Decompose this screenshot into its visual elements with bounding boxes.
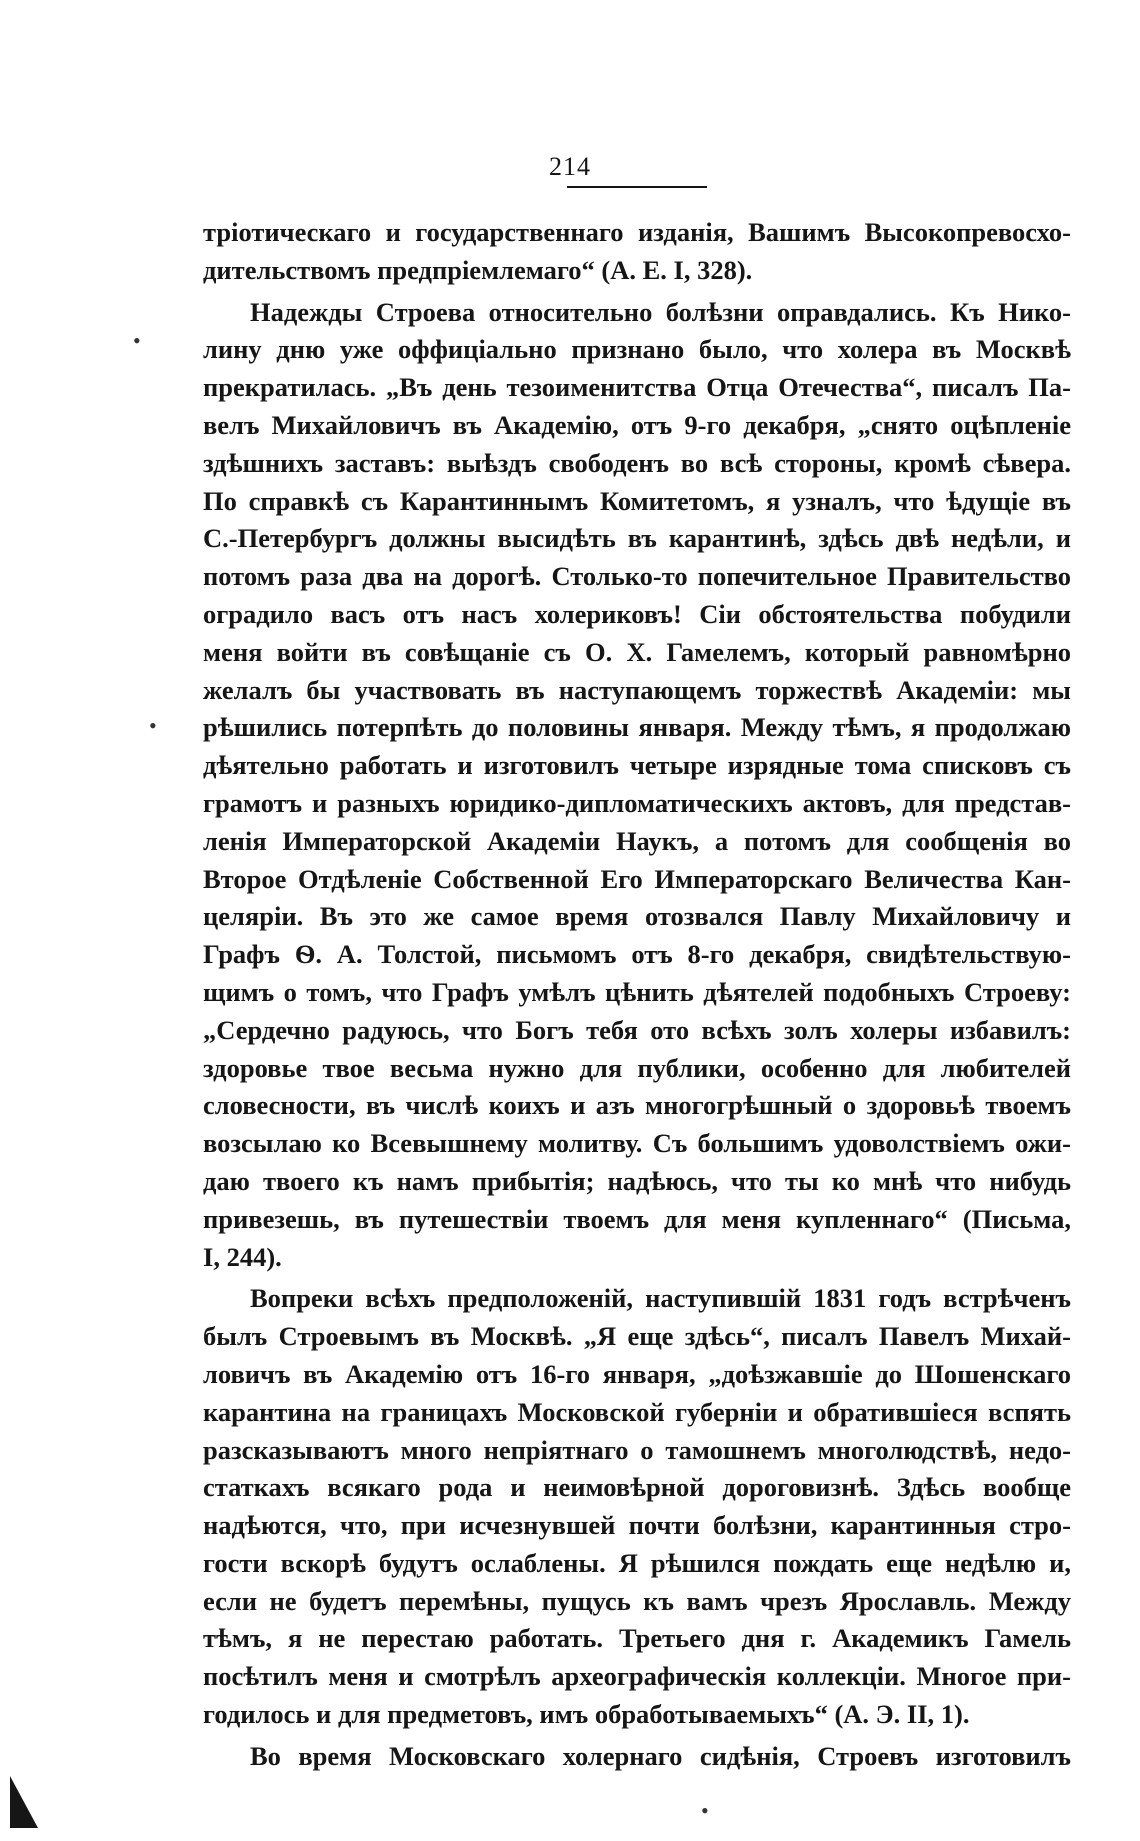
text-line: былъ Строевымъ въ Москвѣ. „Я еще здѣсь“, писалъ Павелъ Михай- <box>203 1321 1071 1352</box>
text-line: грамотъ и разныхъ юридико-дипломатическихъ актовъ, для представ- <box>203 787 1071 818</box>
text-line: тріотическаго и государственнаго изданія, Вашимъ Высокопревосхо- <box>203 217 1071 247</box>
text-line: По справкѣ съ Карантиннымъ Комитетомъ, я узналъ, что ѣдущіе въ <box>203 485 1071 516</box>
text-line: дѣятельно работать и изготовилъ четыре изрядные тома списковъ съ <box>203 750 1071 781</box>
text-line: ловичъ въ Академію отъ 16-го января, „доѣзжавшіе до Шошенскаго <box>203 1358 1071 1389</box>
text-line: ленія Императорской Академіи Наукъ, а потомъ для сообщенія во <box>203 825 1071 856</box>
text-line: лину дню уже оффиціально признано было, что холера въ Москвѣ <box>203 334 1071 365</box>
margin-dot-mark: • <box>701 1798 709 1823</box>
text-line: С.-Петербургъ должны высидѣть въ карантинѣ, здѣсь двѣ недѣли, и <box>203 523 1071 554</box>
text-line: Графъ Ѳ. А. Толстой, письмомъ отъ 8-го декабря, свидѣтельствую- <box>203 939 1071 970</box>
text-line: статкахъ всякаго рода и неимовѣрной дороговизнѣ. Здѣсь вообще <box>203 1472 1071 1503</box>
margin-dot-mark: • <box>149 713 157 738</box>
text-line: потомъ раза два на дорогѣ. Столько-то попечительное Правительство <box>203 561 1071 592</box>
text-line: меня войти въ совѣщаніе съ О. Х. Гамелемъ, который равномѣрно <box>203 636 1071 667</box>
corner-scan-mark <box>10 1776 38 1828</box>
body-text <box>203 214 1071 1776</box>
text-line: Надежды Строева относительно болѣзни оправдались. Къ Нико- <box>250 296 1071 327</box>
text-line: оградило васъ отъ насъ холериковъ! Сіи обстоятельства побудили <box>203 598 1071 629</box>
text-line: словесности, въ числѣ коихъ и азъ многогрѣшный о здоровьѣ твоемъ <box>203 1090 1071 1121</box>
page-number-rule <box>567 186 707 188</box>
text-line: дительствомъ предпріемлемаго“ (А. Е. I, 328). <box>203 254 753 285</box>
text-line: тѣмъ, я не перестаю работать. Третьего дня г. Академикъ Гамель <box>203 1623 1071 1654</box>
text-line: прекратилась. „Въ день тезоименитства Отца Отечества“, писалъ Па- <box>203 372 1071 403</box>
text-line: посѣтилъ меня и смотрѣлъ археографическія коллекціи. Многое при- <box>203 1661 1071 1692</box>
text-line: желалъ бы участвовать въ наступающемъ торжествѣ Академіи: мы <box>203 674 1071 705</box>
text-line: целяріи. Въ это же самое время отозвался Павлу Михайловичу и <box>203 901 1071 932</box>
text-line: даю твоего къ намъ прибытія; надѣюсь, что ты ко мнѣ что нибудь <box>203 1165 1071 1196</box>
text-line: годилось и для предметовъ, имъ обработываемыхъ“ (А. Э. II, 1). <box>203 1699 970 1730</box>
margin-dot-mark: • <box>133 328 141 353</box>
text-line: Вопреки всѣхъ предположеній, наступившій 1831 годъ встрѣченъ <box>250 1283 1071 1314</box>
text-line: здоровье твое весьма нужно для публики, особенно для любителей <box>203 1052 1071 1083</box>
text-line: гости вскорѣ будутъ ослаблены. Я рѣшился пождать еще недѣлю и, <box>203 1547 1071 1578</box>
text-line: велъ Михайловичъ въ Академію, отъ 9-го декабря, „снято оцѣпленіе <box>203 409 1071 440</box>
text-line: если не будетъ перемѣны, пущусь къ вамъ чрезъ Ярославль. Между <box>203 1585 1071 1616</box>
text-line: здѣшнихъ заставъ: выѣздъ свободенъ во всѣ стороны, кромѣ сѣвера. <box>203 447 1071 478</box>
text-line: надѣются, что, при исчезнувшей почти болѣзни, карантинныя стро- <box>203 1510 1071 1541</box>
text-line: щимъ о томъ, что Графъ умѣлъ цѣнить дѣятелей подобныхъ Строеву: <box>203 976 1071 1007</box>
text-line: I, 244). <box>203 1241 282 1272</box>
text-line: возсылаю ко Всевышнему молитву. Съ большимъ удоволствіемъ ожи- <box>203 1128 1071 1159</box>
text-line: Во время Московскаго холернаго сидѣнія, Строевъ изготовилъ <box>250 1740 1071 1771</box>
text-line: разсказываютъ много непріятнаго о тамошнемъ многолюдствѣ, недо- <box>203 1434 1071 1465</box>
text-line: „Сердечно радуюсь, что Богъ тебя ото всѣхъ золъ холеры избавилъ: <box>203 1014 1071 1045</box>
text-line: Второе Отдѣленіе Собственной Его Императорскаго Величества Кан- <box>203 863 1071 894</box>
text-line: рѣшились потерпѣть до половины января. Между тѣмъ, я продолжаю <box>203 712 1071 743</box>
text-line: карантина на границахъ Московской губерніи и обратившіеся вспять <box>203 1396 1071 1427</box>
text-line: привезешь, въ путешествіи твоемъ для меня купленнаго“ (Письма, <box>203 1203 1071 1234</box>
page-number: 214 <box>549 152 591 181</box>
